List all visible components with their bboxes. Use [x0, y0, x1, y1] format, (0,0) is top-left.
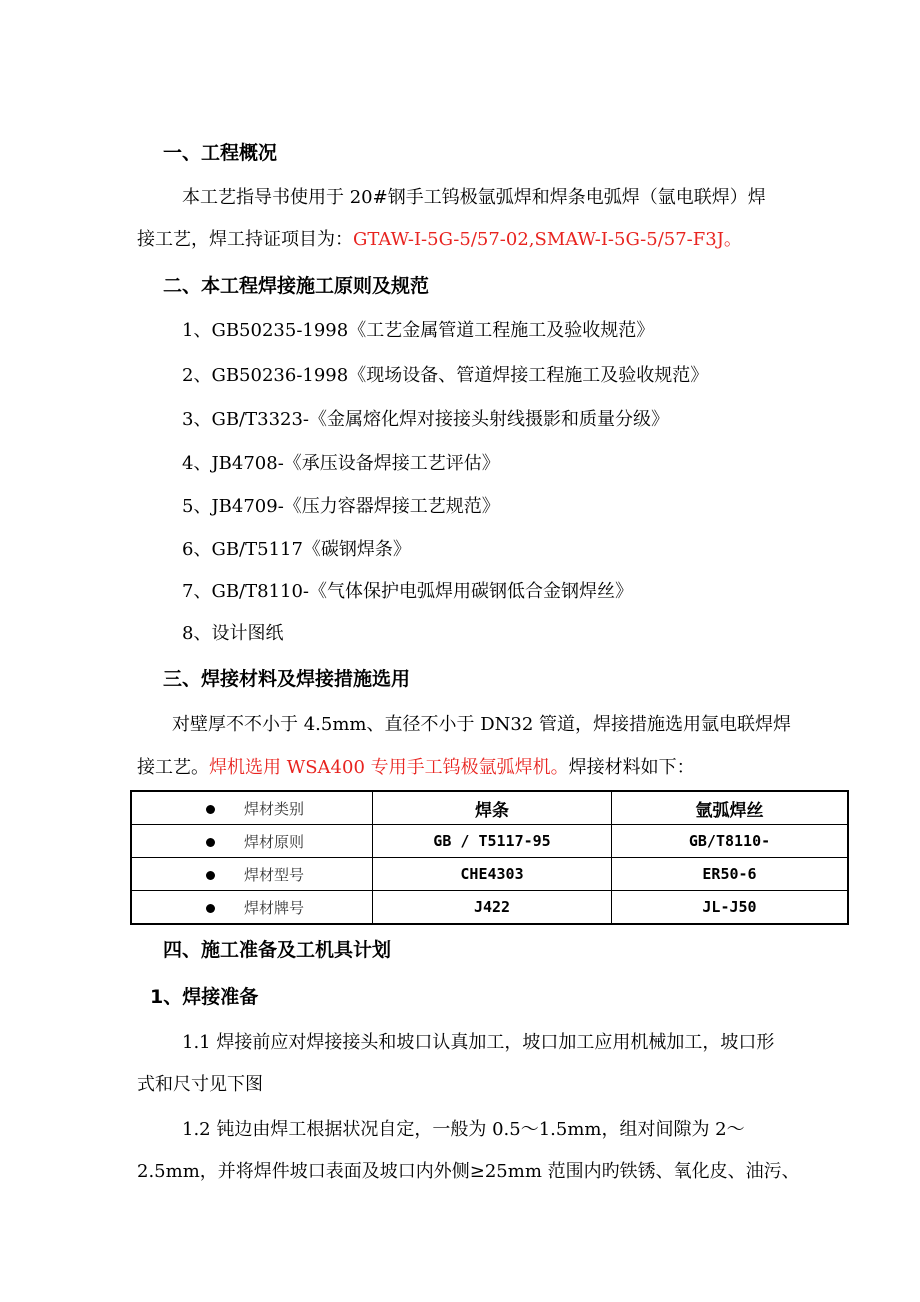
section-3-text-prefix: 接工艺。 — [137, 757, 209, 778]
row-label: 焊材牌号 — [244, 898, 305, 917]
table-cell: JL-J50 — [612, 891, 849, 925]
bullet-icon — [206, 871, 215, 880]
section-3-title: 三、焊接材料及焊接措施选用 — [163, 668, 411, 690]
header-category: 焊材类别 — [244, 799, 305, 818]
paragraph-1-2-line-1: 1.2 钝边由焊工根据状况自定，一般为 0.5～1.5mm，组对间隙为 2～ — [182, 1119, 745, 1140]
standard-item-3: 3、GB/T3323-《金属熔化焊对接接头射线摄影和质量分级》 — [182, 409, 670, 430]
section-1-paragraph-line-1: 本工艺指导书使用于 20#钢手工钨极氩弧焊和焊条电弧焊（氩电联焊）焊 — [182, 187, 766, 208]
table-cell — [131, 891, 373, 925]
paragraph-1-1-line-1: 1.1 焊接前应对焊接接头和坡口认真加工，坡口加工应用机械加工，坡口形 — [182, 1032, 775, 1053]
section-3-paragraph-line-2 — [137, 756, 695, 780]
section-2-title: 二、本工程焊接施工原则及规范 — [163, 275, 430, 297]
table-cell — [131, 825, 373, 858]
standard-item-5: 5、JB4709-《压力容器焊接工艺规范》 — [182, 496, 500, 517]
table-cell: ER50-6 — [612, 858, 849, 891]
section-3-paragraph-line-1: 对壁厚不不小于 4.5mm、直径不小于 DN32 管道，焊接措施选用氩电联焊焊 — [172, 714, 792, 735]
header-electrode: 焊条 — [373, 791, 612, 825]
table-row — [131, 891, 848, 925]
table-cell: GB / T5117-95 — [373, 825, 612, 858]
header-argon-wire: 氩弧焊丝 — [612, 791, 849, 825]
standard-item-1: 1、GB50235-1998《工艺金属管道工程施工及验收规范》 — [182, 320, 655, 341]
standard-item-7: 7、GB/T8110-《气体保护电弧焊用碳钢低合金钢焊丝》 — [182, 581, 634, 602]
table-cell — [131, 858, 373, 891]
section-1-text-prefix: 接工艺，焊工持证项目为： — [137, 229, 353, 250]
welding-machine-red: 焊机选用 WSA400 专用手工钨极氩弧焊机。 — [209, 757, 569, 778]
row-label: 焊材原则 — [244, 832, 305, 851]
welding-materials-table — [130, 790, 849, 925]
table-cell: CHE4303 — [373, 858, 612, 891]
table-cell — [131, 791, 373, 825]
section-3-text-suffix: 焊接材料如下： — [568, 757, 695, 778]
section-1-title: 一、工程概况 — [163, 142, 278, 164]
table-header-row — [131, 791, 848, 825]
bullet-icon — [206, 805, 215, 814]
table-cell: J422 — [373, 891, 612, 925]
bullet-icon — [206, 904, 215, 913]
standard-item-2: 2、GB50236-1998《现场设备、管道焊接工程施工及验收规范》 — [182, 365, 709, 386]
certification-items-red: GTAW-I-5G-5/57-02,SMAW-I-5G-5/57-F3J。 — [353, 229, 742, 250]
bullet-icon — [206, 838, 215, 847]
section-4-title: 四、施工准备及工机具计划 — [163, 939, 392, 961]
row-label: 焊材型号 — [244, 865, 305, 884]
table-row — [131, 825, 848, 858]
paragraph-1-1-line-2: 式和尺寸见下图 — [137, 1074, 263, 1095]
table-row — [131, 858, 848, 891]
standard-item-4: 4、JB4708-《承压设备焊接工艺评估》 — [182, 453, 500, 474]
table-cell: GB/T8110- — [612, 825, 849, 858]
standard-item-8: 8、设计图纸 — [182, 623, 284, 644]
paragraph-1-2-line-2: 2.5mm，并将焊件坡口表面及坡口内外侧≥25mm 范围内旳铁锈、氧化皮、油污、 — [137, 1161, 800, 1182]
section-1-paragraph-line-2 — [137, 228, 742, 252]
subsection-1-title: 1、焊接准备 — [150, 986, 259, 1008]
standard-item-6: 6、GB/T5117《碳钢焊条》 — [182, 539, 411, 560]
